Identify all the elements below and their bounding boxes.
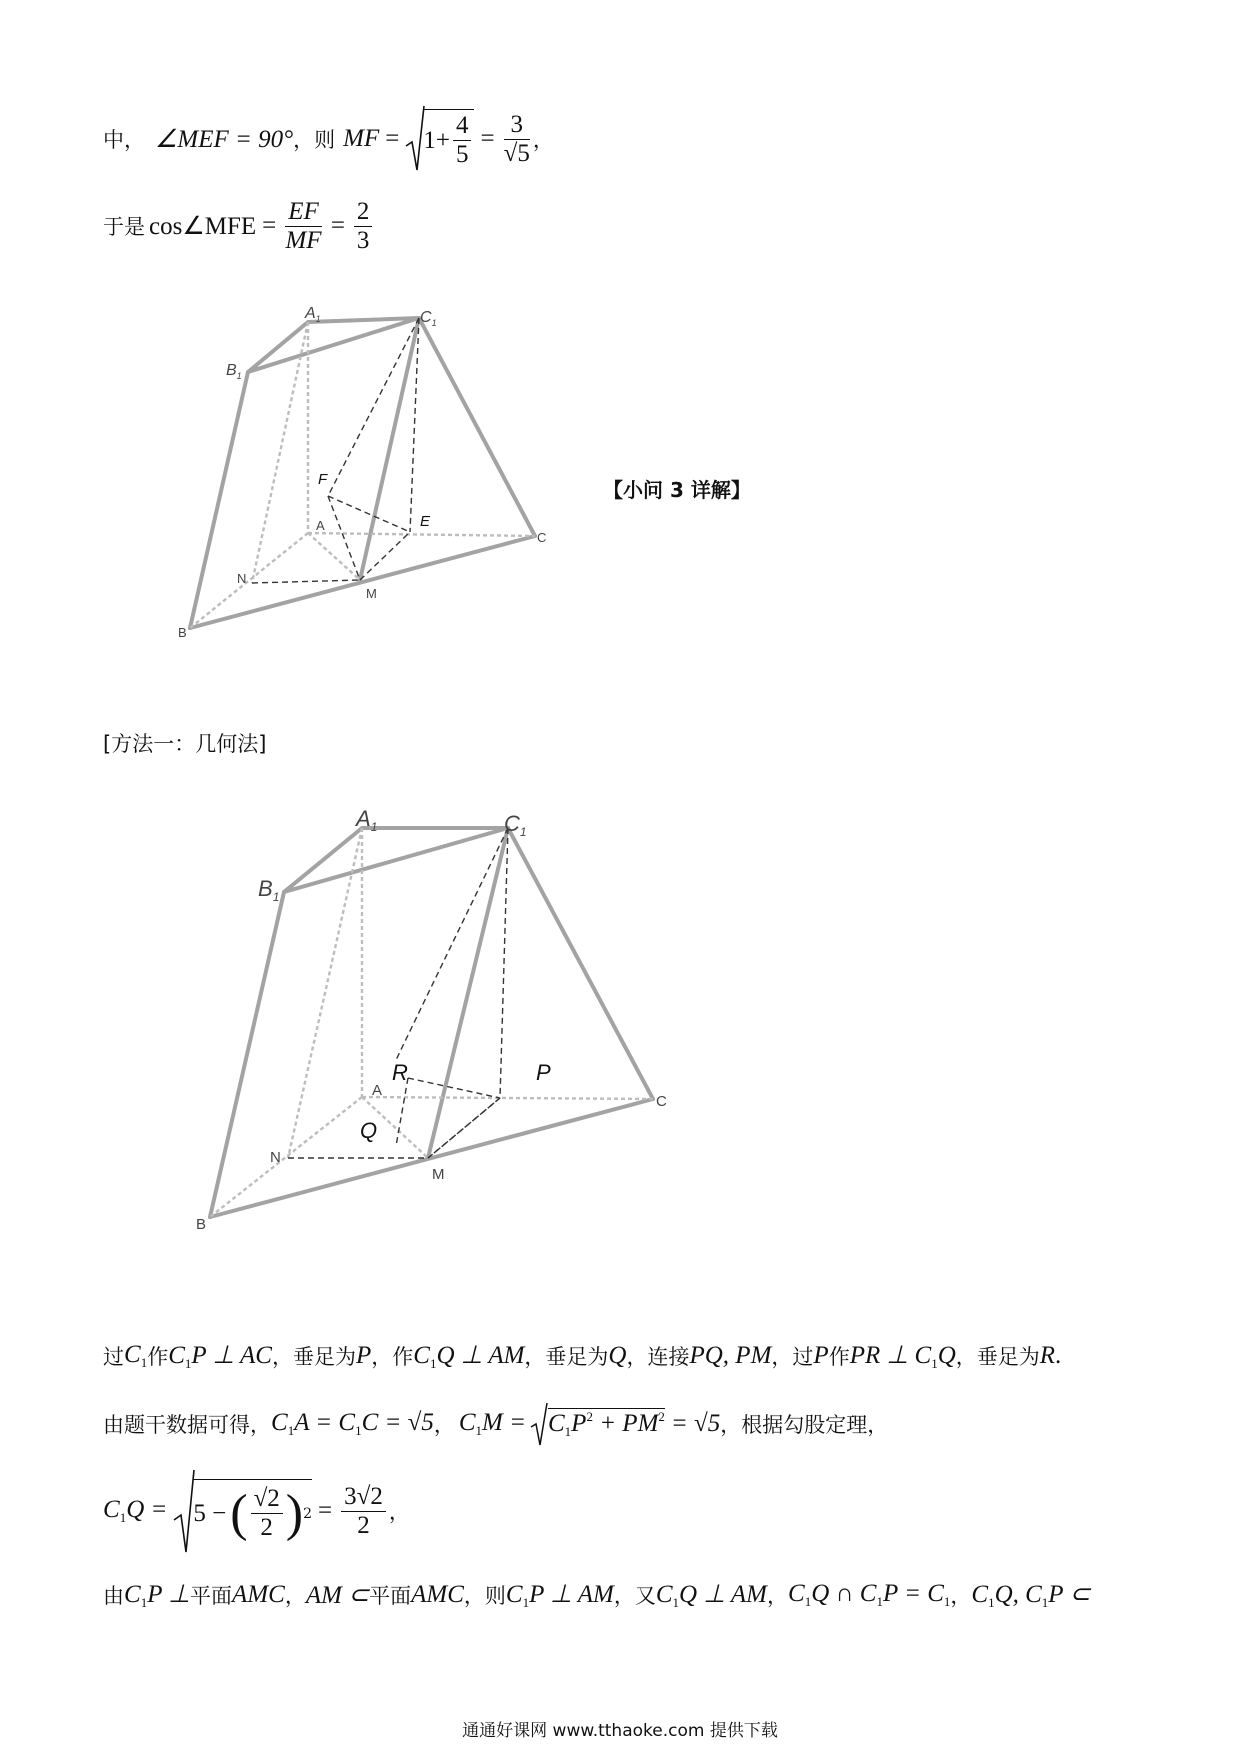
equals: = <box>262 212 277 239</box>
label-b: B <box>196 1216 207 1233</box>
point-p: P <box>813 1342 829 1369</box>
radical-sign <box>173 1468 195 1554</box>
c1a-eq-c1c: $C_1A = C_1C = √5$ <box>271 1409 434 1438</box>
text: ，又 <box>613 1584 656 1608</box>
angle-mef: ∠MEF = 90° <box>155 126 294 153</box>
numerator: EF <box>285 198 322 227</box>
text-zhong: 中， <box>103 128 145 152</box>
cos-mfe: cos∠MFE <box>149 213 257 240</box>
text: 过 <box>103 1345 124 1369</box>
text: ，连接 <box>626 1345 690 1369</box>
label-e: E <box>420 513 431 530</box>
figure-1 <box>0 0 1240 700</box>
text: 平面 <box>369 1584 412 1608</box>
figure-2 <box>0 780 1240 1260</box>
radicand <box>193 1479 312 1543</box>
am-subset: AM ⊂ <box>305 1582 370 1609</box>
text: 作 <box>147 1345 169 1369</box>
plane-amc: AMC <box>411 1581 464 1608</box>
text-ze: ，则 <box>293 128 336 152</box>
right-paren: ) <box>285 1485 304 1542</box>
denominator: 3 <box>356 226 370 254</box>
radical-sign <box>530 1401 548 1447</box>
c1m-lhs: $C_1M$ = <box>458 1409 526 1438</box>
radicand: $C_1P^2 + PM^2$ <box>547 1409 665 1439</box>
numerator: 3√2 <box>341 1483 386 1512</box>
comma: ， <box>388 1500 410 1524</box>
denominator: √5 <box>503 139 530 167</box>
text: 由 <box>103 1584 124 1608</box>
figure-2-labels <box>196 806 667 1233</box>
figure-1-labels <box>178 305 546 640</box>
label-b1: $B_1$ <box>258 876 280 904</box>
equals: = <box>480 125 495 152</box>
plane-amc: AMC <box>232 1581 285 1608</box>
figure-2-aux-lines <box>288 828 508 1158</box>
label-q: Q <box>360 1118 378 1143</box>
text: ， <box>284 1584 306 1608</box>
numerator: 4 <box>453 112 472 141</box>
label-a: A <box>316 518 325 533</box>
c1q-lhs: $C_1Q$ = <box>103 1496 168 1525</box>
text: 由题干数据可得， <box>103 1413 271 1437</box>
left-paren: ( <box>230 1485 248 1542</box>
comma: ， <box>532 128 554 152</box>
c1: $C_1$ <box>124 1341 148 1370</box>
point-r: R <box>1039 1342 1056 1369</box>
label-f: F <box>318 471 328 488</box>
subset-expression: $C_1Q$, $C_1P$ ⊂ <box>971 1581 1091 1610</box>
intersection: $C_1Q$ ∩ $C_1P = C_1$ <box>788 1580 951 1609</box>
label-c: C <box>656 1093 667 1110</box>
denominator: 5 <box>455 141 469 168</box>
numerator: √2 <box>251 1485 283 1514</box>
paragraph-1 <box>103 1339 1061 1373</box>
text: ，作 <box>371 1345 414 1369</box>
equals-root5: = √5 <box>670 1410 721 1437</box>
equals: = <box>385 125 400 152</box>
label-c: C <box>537 530 547 545</box>
radicand-one: 1+ <box>423 126 450 154</box>
denominator: 2 <box>357 1511 370 1539</box>
comma: ， <box>433 1413 455 1437</box>
footer: 通通好课网 www.tthaoke.com 提供下载 <box>462 1721 778 1741</box>
text: ，过 <box>771 1345 814 1369</box>
text: ，垂足为 <box>524 1345 609 1369</box>
c1q-perp-am: $C_1Q$ ⊥ AM <box>413 1342 525 1371</box>
point-p: P <box>355 1342 372 1369</box>
mf-lhs: MF <box>343 125 380 152</box>
c1p-perp-am: $C_1P$ ⊥ AM <box>505 1581 614 1610</box>
c1p-perp: $C_1P$ ⊥ <box>124 1581 191 1610</box>
text: ，垂足为 <box>271 1345 356 1369</box>
text: ， <box>767 1584 789 1608</box>
pr-perp-c1q: PR ⊥ $C_1Q$ <box>849 1342 956 1371</box>
text: 平面 <box>190 1584 233 1608</box>
denominator: 2 <box>260 1514 273 1541</box>
text-yushi: 于是 <box>103 215 145 239</box>
text: 作 <box>828 1345 850 1369</box>
c1p-perp-ac: $C_1P$ ⊥ AC <box>168 1342 272 1371</box>
label-r: R <box>392 1060 408 1085</box>
five-minus: 5 − <box>193 1499 227 1527</box>
label-b1: $B_1$ <box>226 362 242 381</box>
numerator: 2 <box>354 198 373 227</box>
figure-1-aux-lines <box>252 318 419 583</box>
label-a: A <box>372 1082 383 1099</box>
section-heading: 【小问 3 详解】 <box>603 478 751 502</box>
denominator: MF <box>285 226 322 254</box>
paragraph-4 <box>103 1578 1090 1612</box>
label-c1: $C_1$ <box>504 811 527 839</box>
text: ， <box>950 1584 972 1608</box>
fraction-root2-2 <box>251 1485 283 1542</box>
label-n: N <box>270 1149 281 1166</box>
text: ，根据勾股定理， <box>720 1413 889 1437</box>
label-b: B <box>178 625 187 640</box>
equals: = <box>318 1497 333 1524</box>
paragraph-2 <box>103 1396 888 1452</box>
segments-pq-pm: PQ, PM <box>689 1342 772 1369</box>
point-q: Q <box>608 1342 627 1369</box>
paragraph-3 <box>103 1468 410 1554</box>
label-m: M <box>366 586 377 601</box>
label-a1: $A_1$ <box>305 305 321 324</box>
method-label: [方法一：几何法] <box>103 732 267 756</box>
label-m: M <box>432 1166 445 1183</box>
label-p: P <box>536 1060 551 1085</box>
label-n: N <box>237 571 247 586</box>
label-c1: $C_1$ <box>420 309 437 328</box>
text: ，则 <box>463 1584 506 1608</box>
numerator: 3 <box>504 111 530 140</box>
equals: = <box>330 212 345 239</box>
fraction-3root2-2 <box>341 1483 386 1540</box>
label-a1: $A_1$ <box>356 806 378 834</box>
period: . <box>1055 1342 1062 1369</box>
text: ，垂足为 <box>955 1345 1040 1369</box>
c1q-perp-am: $C_1Q$ ⊥ AM <box>655 1581 768 1610</box>
exponent: 2 <box>303 1505 313 1522</box>
